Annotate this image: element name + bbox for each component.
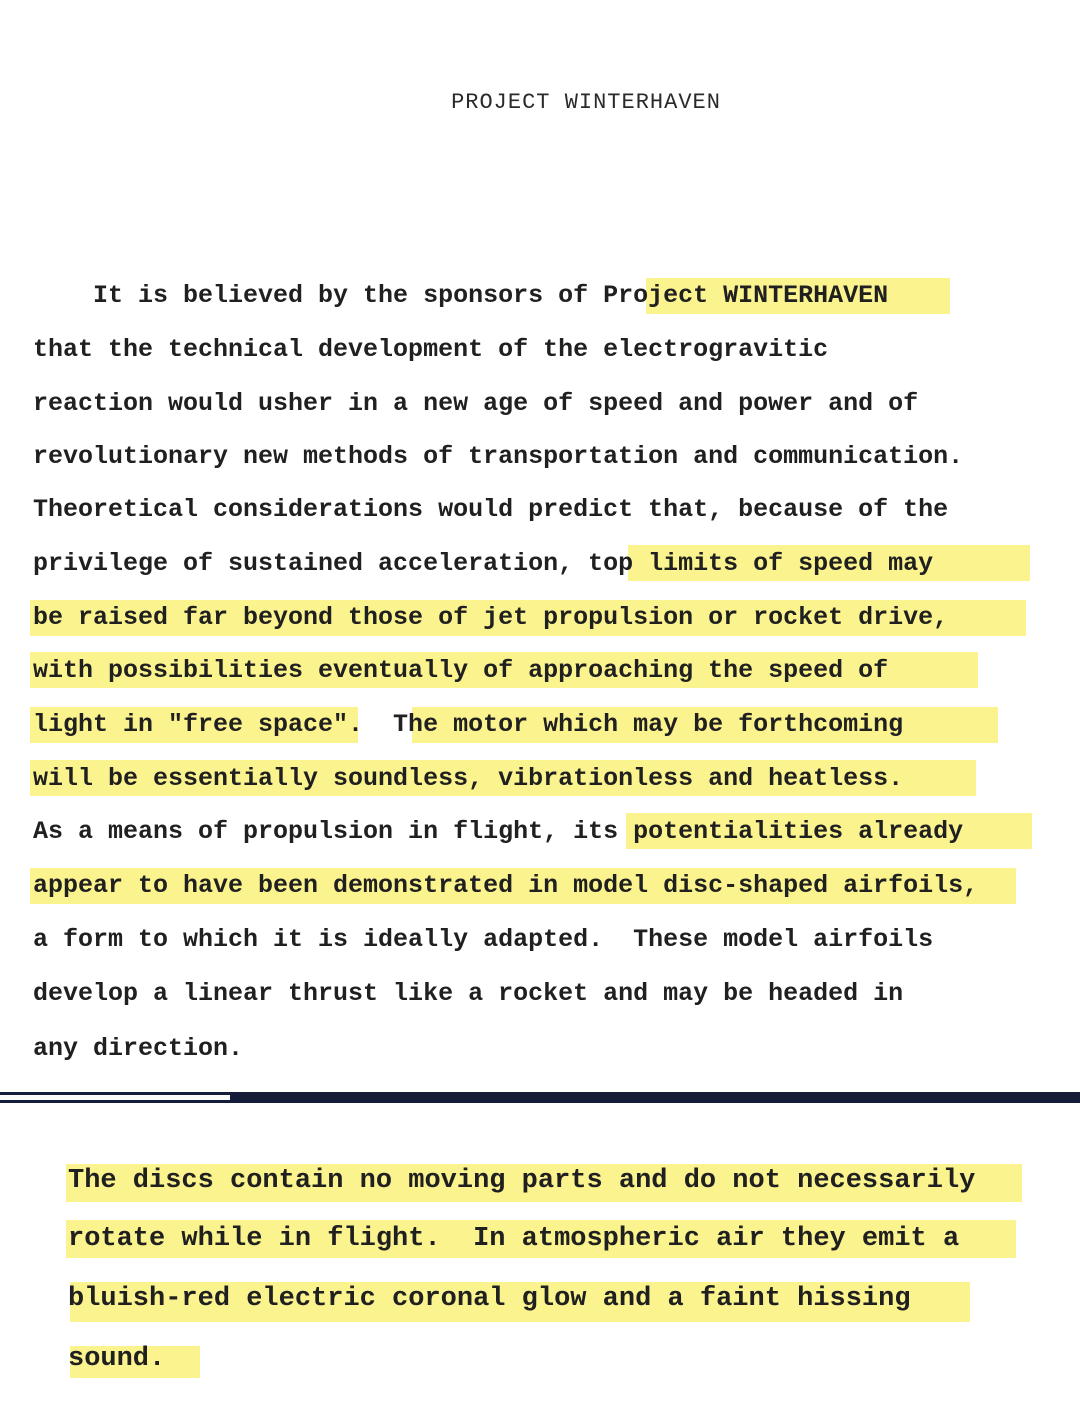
paragraph-1-line: light in "free space". The motor which may be forthcoming [33, 710, 904, 739]
paragraph-1-line: will be essentially soundless, vibrationless and heatless. [33, 764, 904, 793]
paragraph-1-line: revolutionary new methods of transportation and communication. [33, 442, 964, 471]
divider-rule-gap [0, 1095, 230, 1100]
paragraph-1-line: appear to have been demonstrated in model disc-shaped airfoils, [33, 871, 979, 900]
paragraph-1-line: reaction would usher in a new age of speed and power and of [33, 389, 919, 418]
paragraph-1-line: It is believed by the sponsors of Project WINTERHAVEN [33, 281, 889, 310]
paragraph-1-line: be raised far beyond those of jet propulsion or rocket drive, [33, 603, 949, 632]
document-title: PROJECT WINTERHAVEN [451, 90, 721, 115]
paragraph-1-line: any direction. [33, 1034, 244, 1063]
paragraph-1-line: As a means of propulsion in flight, its potentialities already [33, 817, 964, 846]
paragraph-1-line: develop a linear thrust like a rocket and may be headed in [33, 979, 904, 1008]
paragraph-1-line: Theoretical considerations would predict that, because of the [33, 495, 949, 524]
paragraph-2-line: sound. [68, 1344, 166, 1374]
paragraph-1-line: that the technical development of the electrogravitic [33, 335, 829, 364]
paragraph-1-line: privilege of sustained acceleration, top limits of speed may [33, 549, 934, 578]
paragraph-1-line: with possibilities eventually of approaching the speed of [33, 656, 889, 685]
paragraph-2-line: bluish-red electric coronal glow and a faint hissing [68, 1284, 911, 1314]
paragraph-2-line: rotate while in flight. In atmospheric air they emit a [68, 1224, 960, 1254]
paragraph-1-line: a form to which it is ideally adapted. These model airfoils [33, 925, 934, 954]
paragraph-2-line: The discs contain no moving parts and do not necessarily [68, 1166, 976, 1196]
